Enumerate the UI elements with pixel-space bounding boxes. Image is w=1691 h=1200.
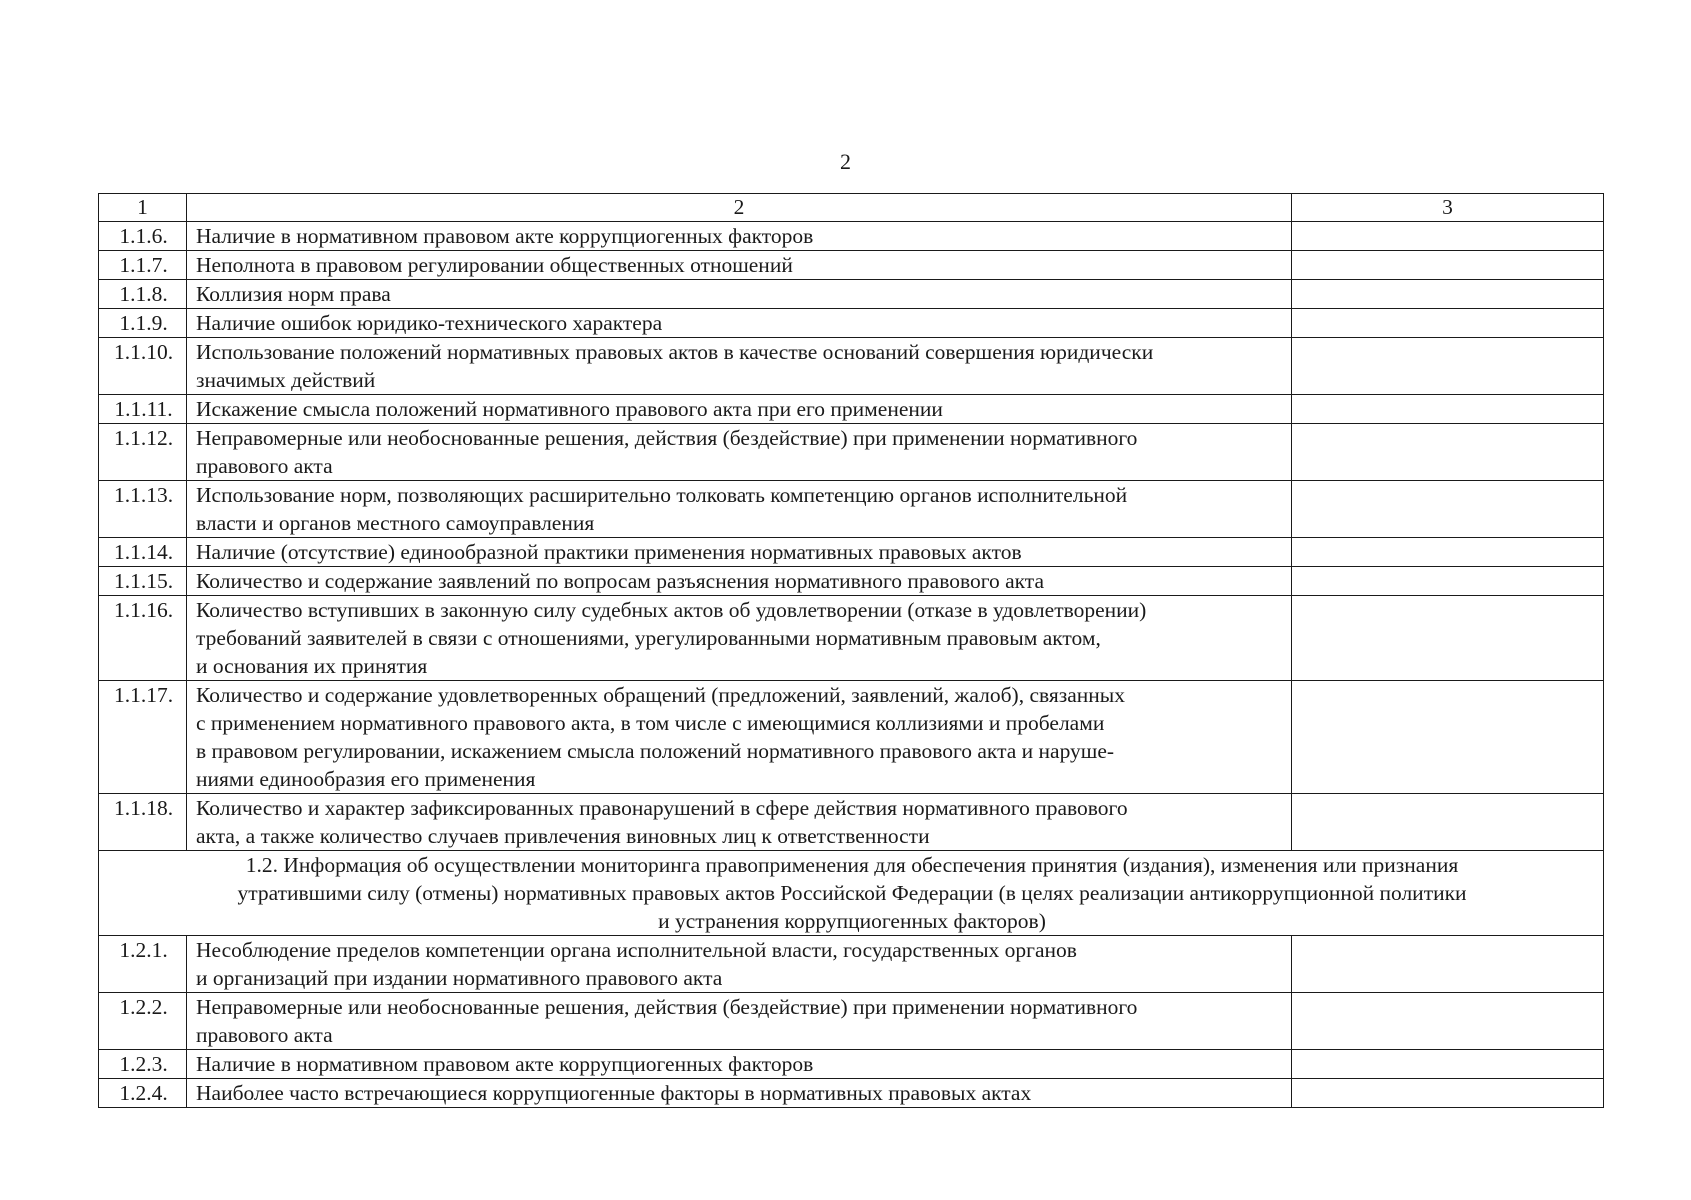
- table-row: [99, 993, 1604, 1050]
- page-number: 2: [840, 149, 851, 174]
- row-value-cell: [1292, 1079, 1604, 1108]
- section-heading-row: [99, 851, 1604, 936]
- table-row: [99, 1079, 1604, 1108]
- row-value-cell: [1292, 481, 1604, 538]
- row-text-line: правового акта: [196, 454, 333, 478]
- row-value-cell: [1292, 993, 1604, 1050]
- row-number: 1.1.12.: [99, 424, 187, 481]
- row-text-line: требований заявителей в связи с отношениями, урегулированными нормативным правовым актом,: [196, 626, 1101, 650]
- section-heading-line: и устранения коррупциогенных факторов): [658, 909, 1046, 933]
- table-row: [99, 251, 1604, 280]
- table-row: [99, 222, 1604, 251]
- row-number: 1.1.11.: [99, 395, 187, 424]
- table-row: [99, 1050, 1604, 1079]
- row-indicator-text: [187, 1079, 1292, 1108]
- row-indicator-text: [187, 1050, 1292, 1079]
- row-text-line: Наличие в нормативном правовом акте коррупциогенных факторов: [196, 1052, 814, 1076]
- row-number: 1.1.9.: [99, 309, 187, 338]
- row-indicator-text: [187, 538, 1292, 567]
- row-value-cell: [1292, 338, 1604, 395]
- table-row: [99, 681, 1604, 794]
- row-text-line: и основания их принятия: [196, 654, 428, 678]
- section-heading-line: утратившими силу (отмены) нормативных правовых актов Российской Федерации (в целях реализации антикоррупционной политики: [237, 881, 1467, 905]
- column-header-value: 3: [1292, 194, 1604, 222]
- row-indicator-text: [187, 395, 1292, 424]
- table-row: [99, 596, 1604, 681]
- row-number: 1.1.16.: [99, 596, 187, 681]
- row-text-line: Неполнота в правовом регулировании общественных отношений: [196, 253, 793, 277]
- table-row: [99, 936, 1604, 993]
- row-number: 1.2.1.: [99, 936, 187, 993]
- row-value-cell: [1292, 567, 1604, 596]
- row-indicator-text: [187, 338, 1292, 395]
- column-header-number: 1: [99, 194, 187, 222]
- row-text-line: Искажение смысла положений нормативного правового акта при его применении: [196, 397, 943, 421]
- row-value-cell: [1292, 538, 1604, 567]
- monitoring-table: [98, 193, 1604, 1108]
- row-text-line: Неправомерные или необоснованные решения, действия (бездействие) при применении нормативного: [196, 995, 1138, 1019]
- row-text-line: Количество и содержание заявлений по вопросам разъяснения нормативного правового акта: [196, 569, 1045, 593]
- row-indicator-text: [187, 424, 1292, 481]
- row-number: 1.1.8.: [99, 280, 187, 309]
- row-indicator-text: [187, 280, 1292, 309]
- row-indicator-text: [187, 794, 1292, 851]
- row-indicator-text: [187, 596, 1292, 681]
- table-row: [99, 538, 1604, 567]
- table-row: [99, 794, 1604, 851]
- row-text-line: акта, а также количество случаев привлечения виновных лиц к ответственности: [196, 824, 930, 848]
- table-row: [99, 481, 1604, 538]
- row-text-line: Использование положений нормативных правовых актов в качестве оснований совершения юридически: [196, 340, 1154, 364]
- row-number: 1.1.7.: [99, 251, 187, 280]
- table-row: [99, 424, 1604, 481]
- row-number: 1.1.15.: [99, 567, 187, 596]
- row-text-line: Количество и содержание удовлетворенных обращений (предложений, заявлений, жалоб), связанных: [196, 683, 1125, 707]
- row-value-cell: [1292, 596, 1604, 681]
- table-header-row: [99, 194, 1604, 222]
- row-indicator-text: [187, 993, 1292, 1050]
- row-text-line: Количество и характер зафиксированных правонарушений в сфере действия нормативного правового: [196, 796, 1128, 820]
- row-indicator-text: [187, 251, 1292, 280]
- row-number: 1.1.10.: [99, 338, 187, 395]
- row-text-line: Наличие в нормативном правовом акте коррупциогенных факторов: [196, 224, 814, 248]
- row-text-line: с применением нормативного правового акта, в том числе с имеющимися коллизиями и пробелами: [196, 711, 1105, 735]
- row-indicator-text: [187, 481, 1292, 538]
- row-text-line: власти и органов местного самоуправления: [196, 511, 595, 535]
- row-value-cell: [1292, 280, 1604, 309]
- row-number: 1.2.2.: [99, 993, 187, 1050]
- row-text-line: Использование норм, позволяющих расширительно толковать компетенцию органов исполнительной: [196, 483, 1128, 507]
- row-indicator-text: [187, 936, 1292, 993]
- row-text-line: Неправомерные или необоснованные решения, действия (бездействие) при применении нормативного: [196, 426, 1138, 450]
- table-row: [99, 309, 1604, 338]
- row-value-cell: [1292, 309, 1604, 338]
- row-value-cell: [1292, 681, 1604, 794]
- section-heading: [99, 851, 1604, 936]
- row-number: 1.2.4.: [99, 1079, 187, 1108]
- row-number: 1.1.6.: [99, 222, 187, 251]
- row-text-line: Коллизия норм права: [196, 282, 391, 306]
- row-number: 1.1.18.: [99, 794, 187, 851]
- table-row: [99, 395, 1604, 424]
- table-row: [99, 280, 1604, 309]
- row-text-line: Наиболее часто встречающиеся коррупциогенные факторы в нормативных правовых актах: [196, 1081, 1032, 1105]
- row-text-line: в правовом регулировании, искажением смысла положений нормативного правового акта и наруше-: [196, 739, 1115, 763]
- row-indicator-text: [187, 222, 1292, 251]
- row-text-line: и организаций при издании нормативного правового акта: [196, 966, 723, 990]
- row-text-line: Наличие ошибок юридико-технического характера: [196, 311, 663, 335]
- row-value-cell: [1292, 251, 1604, 280]
- row-text-line: Наличие (отсутствие) единообразной практики применения нормативных правовых актов: [196, 540, 1022, 564]
- row-text-line: правового акта: [196, 1023, 333, 1047]
- table-row: [99, 567, 1604, 596]
- row-indicator-text: [187, 309, 1292, 338]
- row-value-cell: [1292, 936, 1604, 993]
- row-value-cell: [1292, 424, 1604, 481]
- column-header-indicator: 2: [187, 194, 1292, 222]
- row-text-line: значимых действий: [196, 368, 376, 392]
- row-text-line: Несоблюдение пределов компетенции органа исполнительной власти, государственных органов: [196, 938, 1077, 962]
- row-value-cell: [1292, 1050, 1604, 1079]
- row-value-cell: [1292, 395, 1604, 424]
- row-number: 1.2.3.: [99, 1050, 187, 1079]
- row-number: 1.1.14.: [99, 538, 187, 567]
- row-value-cell: [1292, 222, 1604, 251]
- table-row: [99, 338, 1604, 395]
- row-text-line: Количество вступивших в законную силу судебных актов об удовлетворении (отказе в удовлетворении): [196, 598, 1147, 622]
- table-body: [99, 194, 1604, 1108]
- row-indicator-text: [187, 567, 1292, 596]
- row-value-cell: [1292, 794, 1604, 851]
- row-number: 1.1.13.: [99, 481, 187, 538]
- row-text-line: ниями единообразия его применения: [196, 767, 536, 791]
- row-number: 1.1.17.: [99, 681, 187, 794]
- row-indicator-text: [187, 681, 1292, 794]
- section-heading-line: 1.2. Информация об осуществлении мониторинга правоприменения для обеспечения принятия (издания), изменения или признания: [245, 853, 1459, 877]
